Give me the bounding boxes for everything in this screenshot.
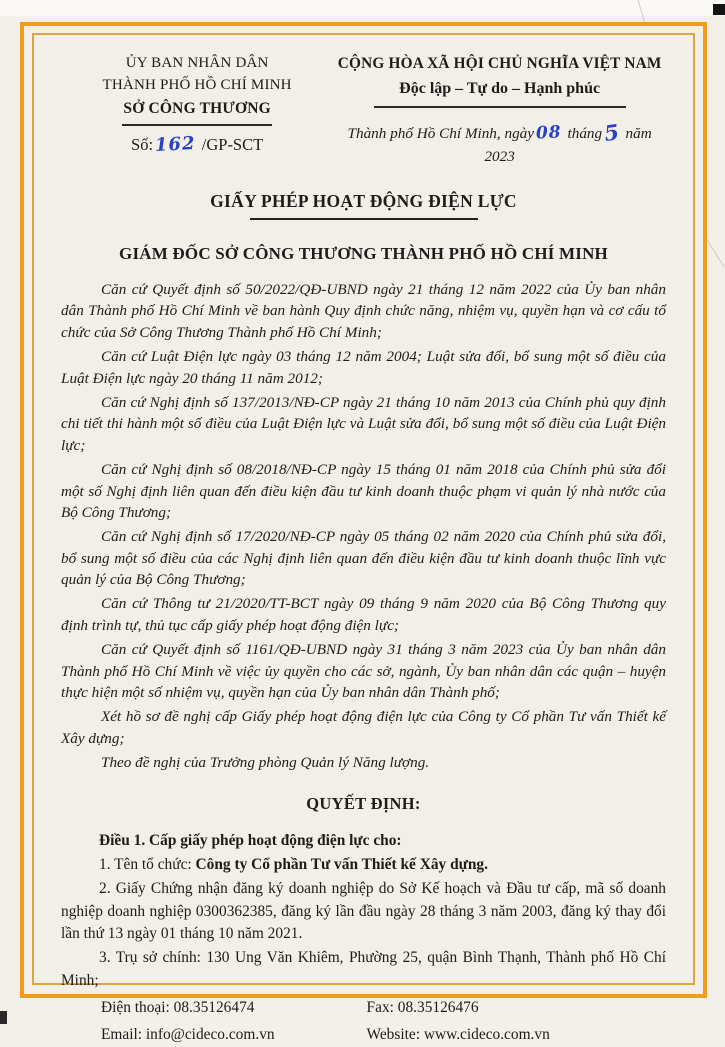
- title-underline: [250, 218, 478, 220]
- document-page: [34, 35, 693, 1044]
- recital-paragraph: Xét hồ sơ đề nghị cấp Giấy phép hoạt động điện lực của Công ty Cổ phần Tư vấn Thiết kế Xây dựng;: [61, 708, 666, 747]
- issuing-agency-block: [61, 53, 333, 167]
- date-suffix: năm 2023: [484, 124, 652, 165]
- parent-org-line2: THÀNH PHỐ HỒ CHÍ MINH: [102, 76, 292, 93]
- fax-value: Fax: 08.35126476: [366, 998, 479, 1016]
- article-1-item-3: 3. Trụ sở chính: 130 Ung Văn Khiêm, Phường 25, quận Bình Thạnh, Thành phố Hồ Chí Minh;: [61, 949, 666, 989]
- document-number-label: Số:: [131, 134, 154, 154]
- phone-value: Điện thoại: 08.35126474: [101, 998, 255, 1016]
- document-number-handwritten: 162: [154, 132, 197, 157]
- recital-paragraph: Căn cứ Nghị định số 17/2020/NĐ-CP ngày 05 tháng 02 năm 2020 của Chính phủ sửa đổi, bổ sung một số điều của các Nghị định liên quan đến điều kiện đầu tư kinh doanh thuộc lĩnh vực quản lý của Bộ Công Thương;: [61, 528, 666, 589]
- recital-paragraph: Căn cứ Quyết định số 50/2022/QĐ-UBND ngày 21 tháng 12 năm 2022 của Ủy ban nhân dân Thành phố Hồ Chí Minh về ban hành Quy định chức năng, nhiệm vụ, quyền hạn và cơ cấu tổ chức của Sở Công Thương Thành phố Hồ Chí Minh;: [61, 280, 666, 342]
- website-value: Website: www.cideco.com.vn: [366, 1026, 550, 1044]
- document-header: [61, 53, 666, 167]
- article-1-item-2: 2. Giấy Chứng nhận đăng ký doanh nghiệp do Sở Kế hoạch và Đầu tư cấp, mã số doanh nghiệp doanh nghiệp 0300362385, đăng ký lần đầu ngày 28 tháng 3 năm 2003, đăng ký thay đổi lần thứ 13 ngày 01 tháng 10 năm 2021.: [61, 880, 666, 942]
- licensed-company-name: Công ty Cổ phần Tư vấn Thiết kế Xây dựng.: [195, 855, 488, 873]
- org-name-label: 1. Tên tổ chức:: [99, 855, 196, 873]
- scan-paper-edge: [0, 0, 725, 16]
- contact-row-2: [61, 1024, 666, 1046]
- recital-paragraph: Căn cứ Luật Điện lực ngày 03 tháng 12 năm 2004; Luật sửa đổi, bổ sung một số điều của Luật Điện lực ngày 20 tháng 11 năm 2012;: [61, 348, 666, 387]
- document-border-frame: [20, 22, 707, 1044]
- scan-corner-artifact: [713, 4, 725, 15]
- document-title: GIẤY PHÉP HOẠT ĐỘNG ĐIỆN LỰC: [210, 190, 517, 211]
- scan-edge-artifact: [0, 1011, 7, 1024]
- article-1-item-1: [61, 854, 666, 876]
- recital-paragraph: Căn cứ Nghị định số 137/2013/NĐ-CP ngày 21 tháng 10 năm 2013 của Chính phủ quy định chi tiết thi hành một số điều của Luật Điện lực và Luật sửa đổi, bổ sung một số điều của Luật Điện lực;: [61, 393, 666, 454]
- place-date-line: [333, 116, 666, 167]
- parent-org-line1: ỦY BAN NHÂN DÂN: [125, 55, 269, 71]
- date-month-handwritten: 5: [602, 118, 622, 146]
- decision-heading: QUYẾT ĐỊNH:: [306, 793, 421, 813]
- recital-paragraph: Căn cứ Quyết định số 1161/QĐ-UBND ngày 31 tháng 3 năm 2023 của Ủy ban nhân dân Thành phố Hồ Chí Minh về việc ủy quyền cho các sở, ngành, Ủy ban nhân dân các quận – huyện thực hiện một số nhiệm vụ, quyền hạn của Ủy ban nhân dân Thành phố;: [61, 641, 666, 702]
- title-block: [61, 191, 666, 220]
- agency-underline: [122, 124, 272, 126]
- recital-paragraph: Căn cứ Nghị định số 08/2018/NĐ-CP ngày 15 tháng 01 năm 2018 của Chính phủ sửa đổi một số Nghị định liên quan đến điều kiện đầu tư kinh doanh thuộc phạm vi quản lý nhà nước của Bộ Công Thương;: [61, 461, 666, 522]
- document-inner-border: [32, 33, 695, 1044]
- republic-title: CỘNG HÒA XÃ HỘI CHỦ NGHĨA VIỆT NAM: [337, 55, 662, 72]
- contact-row-1: [61, 997, 666, 1019]
- document-number-line: [61, 132, 333, 158]
- national-header-block: [333, 53, 666, 167]
- recital-paragraph: Căn cứ Thông tư 21/2020/TT-BCT ngày 09 tháng 9 năm 2020 của Bộ Công Thương quy định trình tự, thủ tục cấp giấy phép hoạt động điện lực;: [61, 595, 666, 635]
- email-value: Email: info@cideco.com.vn: [101, 1026, 275, 1044]
- recitals-section: [61, 279, 666, 774]
- date-day-handwritten: 08: [535, 122, 563, 144]
- article-1-heading: Điều 1. Cấp giấy phép hoạt động điện lực cho:: [99, 831, 402, 849]
- date-prefix: Thành phố Hồ Chí Minh, ngày: [347, 124, 535, 142]
- agency-name: SỞ CÔNG THƯƠNG: [123, 99, 271, 117]
- national-motto: Độc lập – Tự do – Hạnh phúc: [399, 80, 601, 98]
- document-subtitle: GIÁM ĐỐC SỞ CÔNG THƯƠNG THÀNH PHỐ HỒ CHÍ MINH: [119, 243, 608, 263]
- document-number-suffix: /GP-SCT: [201, 134, 264, 154]
- motto-underline: [374, 106, 626, 108]
- date-mid: tháng: [567, 124, 603, 142]
- recital-paragraph: Theo đề nghị của Trưởng phòng Quản lý Năng lượng.: [101, 754, 430, 772]
- article-1-section: [61, 830, 666, 1047]
